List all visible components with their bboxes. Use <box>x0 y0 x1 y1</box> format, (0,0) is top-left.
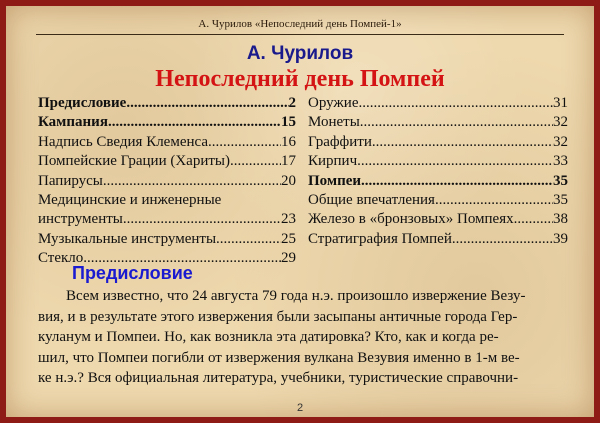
toc-entry[interactable]: Музыкальные инструменты ..... 25 <box>38 230 296 249</box>
toc-entry[interactable]: Надпись Сведия Клеменса ..... 16 <box>38 133 296 152</box>
document-page <box>6 6 594 417</box>
toc-entry[interactable]: Оружие ..... 31 <box>308 94 568 113</box>
toc-right-column <box>308 94 568 249</box>
toc-entry[interactable]: Медицинские и инженерные инструменты ..... 23 <box>38 191 296 230</box>
section-heading: Предисловие <box>72 263 193 283</box>
toc-entry[interactable]: Стратиграфия Помпей ..... 39 <box>308 230 568 249</box>
toc-entry[interactable]: Предисловие ..... 2 <box>38 94 296 113</box>
toc-entry[interactable]: Монеты ..... 32 <box>308 113 568 132</box>
book-title: Непоследний день Помпей <box>155 66 445 92</box>
toc-entry[interactable]: Кирпич ..... 33 <box>308 152 568 171</box>
author-name: А. Чурилов <box>246 43 354 64</box>
toc-entry[interactable]: Папирусы ..... 20 <box>38 172 296 191</box>
running-header: А. Чурилов «Непоследний день Помпей-1» <box>36 18 564 35</box>
body-paragraph <box>38 286 564 389</box>
toc-entry[interactable]: Стекло ..... 29 <box>38 249 296 268</box>
toc-label-line1: Медицинские и инженерные <box>38 191 222 208</box>
toc-entry[interactable]: Граффити ..... 32 <box>308 133 568 152</box>
toc-left-column <box>38 94 296 269</box>
body-line: шил, что Помпеи погибли от извержения вулкана Везувия именно в 1-м ве- <box>38 349 520 366</box>
toc-entry[interactable]: Помпейские Грации (Хариты) ..... 17 <box>38 152 296 171</box>
body-line: куланум и Помпеи. Но, как возникла эта датировка? Кто, как и когда ре- <box>38 329 499 345</box>
page-number: 2 <box>296 402 304 414</box>
body-line: ке н.э.? Вся официальная литература, учебники, туристические справочни- <box>38 370 519 386</box>
toc-entry[interactable]: Железо в «бронзовых» Помпеях ..... 38 <box>308 210 568 229</box>
toc-entry[interactable]: Помпеи ..... 35 <box>308 172 568 191</box>
toc-entry[interactable]: Кампания ..... 15 <box>38 113 296 132</box>
body-line: Всем известно, что 24 августа 79 года н.э. произошло извержение Везу- <box>66 288 526 304</box>
toc-entry[interactable]: Общие впечатления ..... 35 <box>308 191 568 210</box>
body-line: вия, и в результате этого извержения были засыпаны античные города Гер- <box>38 308 518 325</box>
